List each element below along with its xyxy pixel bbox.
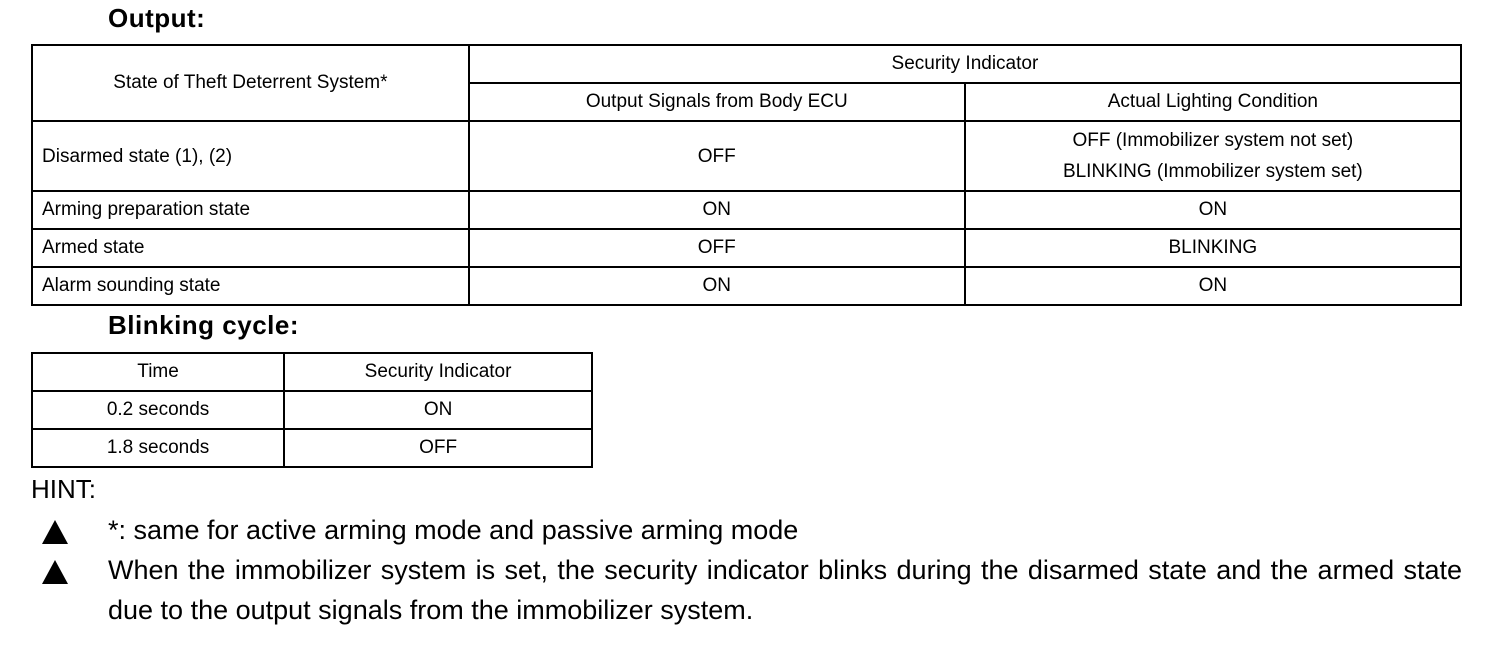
header-security-indicator: Security Indicator	[284, 353, 592, 391]
cell-signal: OFF	[469, 121, 965, 191]
table-row	[32, 267, 1461, 305]
header-state: State of Theft Deterrent System*	[32, 45, 469, 121]
triangle-bullet-icon	[42, 560, 68, 584]
cell-lighting: BLINKING	[965, 229, 1461, 267]
cell-state: Armed state	[32, 229, 469, 267]
table-header-row	[32, 353, 592, 391]
triangle-bullet-icon	[42, 520, 68, 544]
table-header-row	[32, 45, 1461, 83]
table-row	[32, 391, 592, 429]
hint-text: When the immobilizer system is set, the security indicator blinks during the disarmed state and the armed state due to the output signals from the immobilizer system.	[108, 555, 1462, 625]
table-row	[32, 429, 592, 467]
header-output-signals: Output Signals from Body ECU	[469, 83, 965, 121]
cell-signal: ON	[469, 267, 965, 305]
table-row	[32, 191, 1461, 229]
output-table	[31, 44, 1462, 306]
blinking-cycle-table	[31, 352, 593, 468]
cell-indicator: ON	[284, 391, 592, 429]
cell-lighting-line: BLINKING (Immobilizer system set)	[1062, 161, 1363, 182]
header-time: Time	[32, 353, 284, 391]
cell-lighting: ON	[965, 267, 1461, 305]
cell-indicator: OFF	[284, 429, 592, 467]
blinking-cycle-heading: Blinking cycle:	[108, 310, 299, 340]
cell-signal: OFF	[469, 229, 965, 267]
header-actual-lighting: Actual Lighting Condition	[965, 83, 1461, 121]
output-heading: Output:	[108, 3, 206, 33]
hint-label: HINT:	[31, 474, 96, 504]
cell-lighting	[965, 121, 1461, 191]
table-row	[32, 229, 1461, 267]
cell-time: 1.8 seconds	[32, 429, 284, 467]
cell-time: 0.2 seconds	[32, 391, 284, 429]
cell-lighting: ON	[965, 191, 1461, 229]
hint-text: *: same for active arming mode and passive arming mode	[108, 515, 799, 545]
cell-signal: ON	[469, 191, 965, 229]
cell-state: Alarm sounding state	[32, 267, 469, 305]
cell-state: Arming preparation state	[32, 191, 469, 229]
table-row	[32, 121, 1461, 191]
header-security-indicator: Security Indicator	[469, 45, 1461, 83]
cell-lighting-line: OFF (Immobilizer system not set)	[1072, 130, 1354, 151]
cell-state: Disarmed state (1), (2)	[32, 121, 469, 191]
